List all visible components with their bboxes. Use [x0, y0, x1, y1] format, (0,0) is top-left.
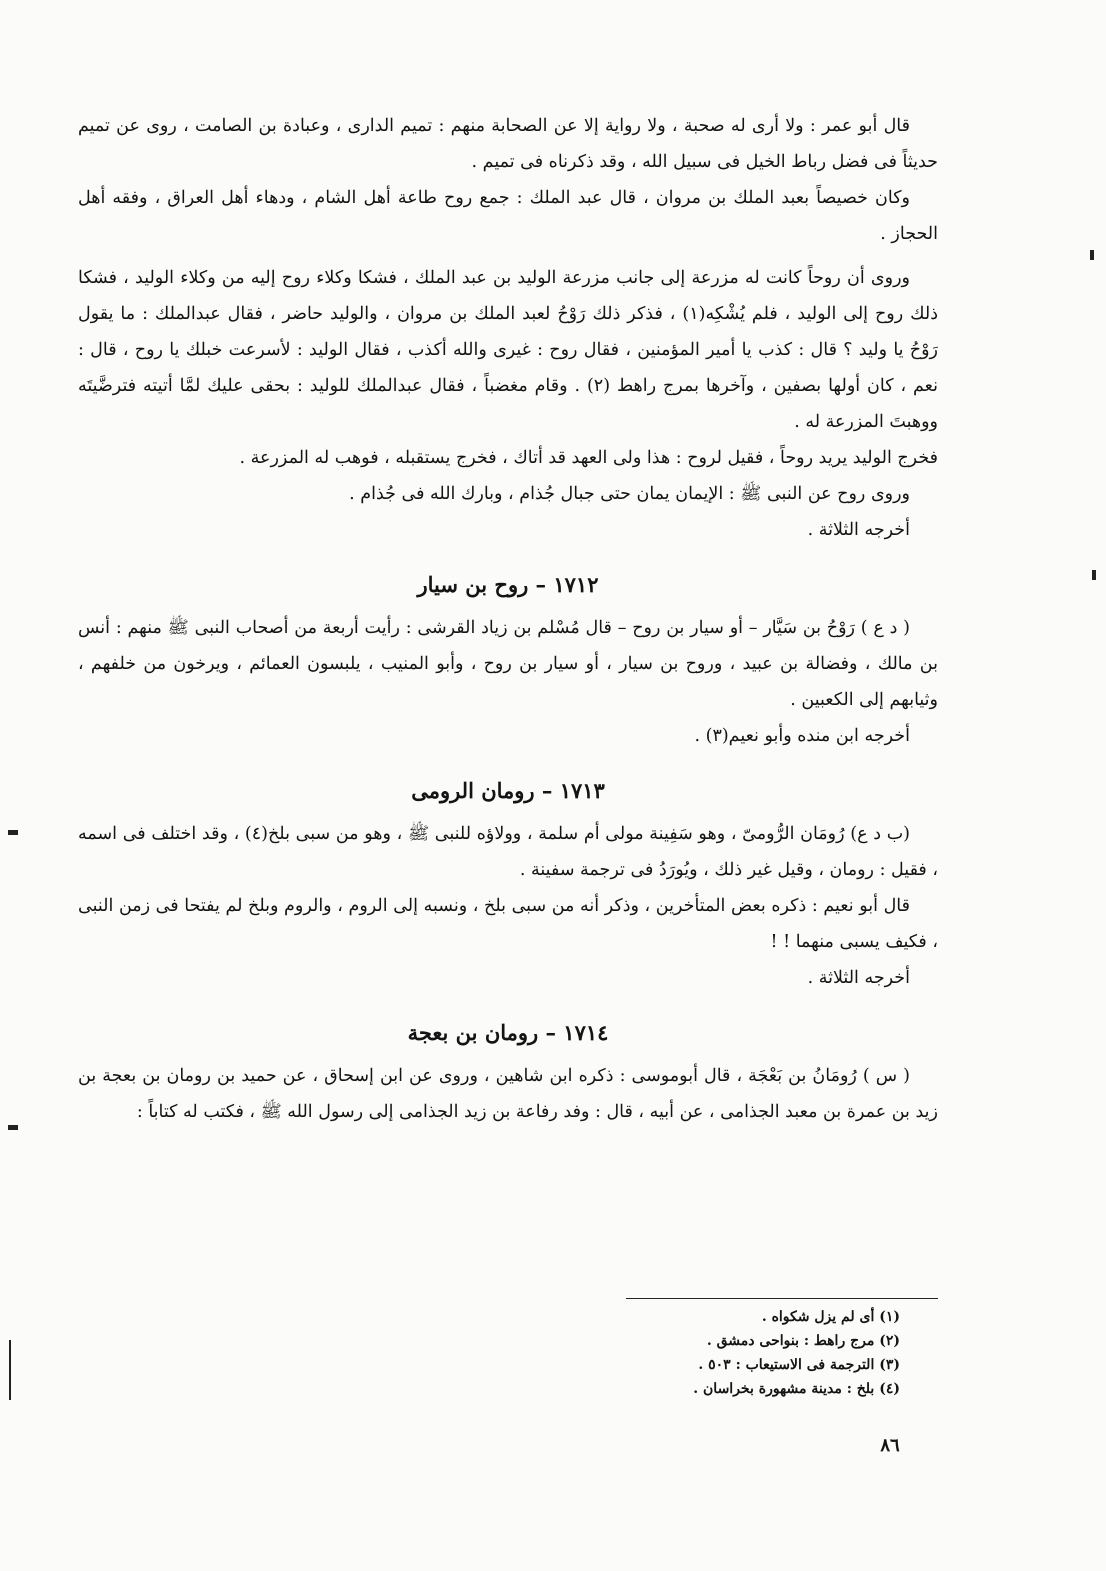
margin-mark	[8, 1125, 18, 1130]
paragraph-abu-umar: قال أبو عمر : ولا أرى له صحبة ، ولا رواية إلا عن الصحابة منهم : تميم الدارى ، وعبادة بن الصامت ، روى عن تميم حديثاً فى فضل رباط الخيل فى سبيل الله ، وقد ذكرناه فى تميم .	[78, 116, 938, 172]
paragraph-1713-abu-nuaym: قال أبو نعيم : ذكره بعض المتأخرين ، وذكر أنه من سبى بلخ ، ونسبه إلى الروم ، والروم وبلخ لم يفتحا فى زمن النبى ، فكيف يسبى منهما ! !	[78, 896, 938, 952]
paragraph-1712-body: ( د ع ) رَوْحُ بن سَيَّار – أو سيار بن روح – قال مُسْلم بن زياد القرشى : رأيت أربعة من أصحاب النبى ﷺ منهم : أنس بن مالك ، وفضالة بن عبيد ، وروح بن سيار ، أو سيار بن روح ، وأبو المنيب ، يلبسون العمائم ، ويرخون من خلفهم ، وثيابهم إلى الكعبين .	[78, 618, 938, 710]
section-title-1713: ١٧١٣ – رومان الرومى	[411, 778, 605, 803]
footnote-1: (١) أى لم يزل شكواه .	[761, 1309, 900, 1325]
footnote-2: (٢) مرج راهط : بنواحى دمشق .	[706, 1333, 900, 1349]
paragraph-1713-source: أخرجه الثلاثة .	[807, 968, 910, 988]
paragraph-abd-al-malik: وكان خصيصاً بعبد الملك بن مروان ، قال عبد الملك : جمع روح طاعة أهل الشام ، ودهاء أهل العراق ، وفقه أهل الحجاز .	[78, 188, 938, 244]
paragraph-hadith-judham: وروى روح عن النبى ﷺ : الإيمان يمان حتى جبال جُذام ، وبارك الله فى جُذام .	[349, 484, 910, 504]
paragraph-farm-story: وروى أن روحاً كانت له مزرعة إلى جانب مزرعة الوليد بن عبد الملك ، فشكا وكلاء روح إليه من وكلاء الوليد ، فشكا ذلك روح إلى الوليد ، فلم يُشْكِه(١) ، فذكر ذلك رَوْحُ لعبد الملك بن مروان ، والوليد حاضر ، فقال عبدالملك : ما يقول رَوْحُ يا وليد ؟ قال : كذب يا أمير المؤمنين ، فقال روح : غيرى والله أكذب ، فقال الوليد : لأسرعت خبلك يا روح ، قال : نعم ، كان أولها بصفين ، وآخرها بمرج راهط (٢) . وقام مغضباً ، فقال عبدالملك للوليد : بحقى عليك لمَّا أتيته فترضَّيتَه ووهبتَ المزرعة له .	[78, 268, 938, 432]
paragraph-walid-gift: فخرج الوليد يريد روحاً ، فقيل لروح : هذا ولى العهد قد أتاك ، فخرج يستقبله ، فوهب له المزرعة .	[239, 448, 938, 468]
footnote-4: (٤) بلخ : مدينة مشهورة بخراسان .	[693, 1381, 900, 1397]
page-number: ٨٦	[880, 1435, 900, 1456]
footnote-divider	[626, 1298, 938, 1299]
margin-mark	[1090, 250, 1094, 260]
section-title-1714: ١٧١٤ – رومان بن بعجة	[407, 1020, 609, 1045]
section-title-1712: ١٧١٢ – روح بن سيار	[417, 572, 599, 597]
footnote-3: (٣) الترجمة فى الاستيعاب : ٥٠٣ .	[698, 1357, 900, 1373]
paragraph-akhrajahu-1: أخرجه الثلاثة .	[807, 520, 910, 540]
paragraph-1713-body: (ب د ع) رُومَان الرُّومىّ ، وهو سَفِينة مولى أم سلمة ، وولاؤه للنبى ﷺ ، وهو من سبى بلخ(٤) ، وقد اختلف فى اسمه ، فقيل : رومان ، وقيل غير ذلك ، ويُورَدُ فى ترجمة سفينة .	[78, 824, 938, 880]
margin-mark	[1092, 570, 1096, 580]
page-body	[78, 108, 938, 1130]
paragraph-1714-body: ( س ) رُومَانُ بن بَعْجَة ، قال أبوموسى : ذكره ابن شاهين ، وروى عن ابن إسحاق ، عن حميد بن رومان بن بعجة بن زيد بن عمرة بن معبد الجذامى ، عن أبيه ، قال : وفد رفاعة بن زيد الجذامى إلى رسول الله ﷺ ، فكتب له كتاباً :	[78, 1066, 938, 1122]
margin-mark	[9, 1340, 11, 1400]
footnotes	[600, 1305, 900, 1401]
margin-mark	[8, 830, 18, 835]
paragraph-1712-source: أخرجه ابن منده وأبو نعيم(٣) .	[694, 726, 910, 746]
